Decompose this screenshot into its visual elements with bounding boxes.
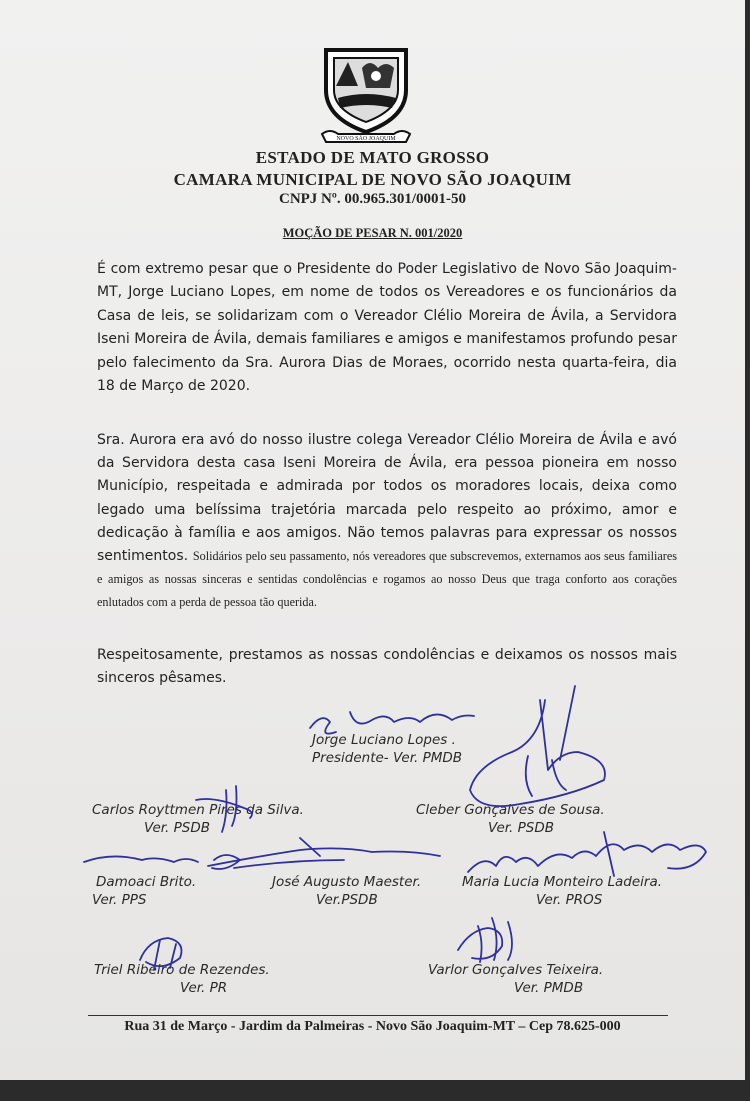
signatory-role: Ver. PSDB (144, 820, 211, 836)
footer-address: Rua 31 de Março - Jardim da Palmeiras - Novo São Joaquim-MT – Cep 78.625-000 (124, 1019, 621, 1034)
signatory-name: José Augusto Maester. (272, 874, 422, 890)
paragraph-2 (97, 429, 677, 615)
signatory-block (462, 873, 662, 909)
signatory-role: Presidente- Ver. PMDB (312, 750, 463, 766)
signatory-block (94, 961, 270, 997)
signatory-president (312, 731, 462, 767)
header-state: ESTADO DE MATO GROSSO (255, 148, 490, 167)
paragraph-3: Respeitosamente, prestamos as nossas condolências e deixamos os nossos mais sinceros pêsames. (97, 647, 677, 687)
signatory-block (428, 961, 603, 997)
signatory-role: Ver. PMDB (514, 980, 584, 996)
header-chamber: CAMARA MUNICIPAL DE NOVO SÃO JOAQUIM (173, 170, 572, 189)
paragraph-2-serif: Solidários pelo seu passamento, nós vereadores que subscrevemos, externamos aos seus familiares e amigos as nossas sinceras e sentidas condolências e rogamos ao nosso Deus que traga conforto aos corações enlutados com a perda de pessoa tão querida. (97, 549, 677, 610)
signatory-name: Triel Ribeiro de Rezendes. (94, 962, 270, 978)
signatory-role: Ver. PROS (536, 892, 603, 908)
signatory-role: Ver. PR (180, 980, 228, 996)
signatory-block (416, 801, 605, 837)
paragraph-2-main: Sra. Aurora era avó do nosso ilustre colega Vereador Clélio Moreira de Ávila e avó da Servidora desta casa Iseni Moreira de Ávila, era pessoa pioneira em nosso Município, respeitada e admirada por todos os moradores locais, deixa como legado uma belíssima trajetória marcada pelo respeito ao próximo, amor e dedicação à família e aos amigos. Não temos palavras para expressar os nossos sentimentos. (97, 432, 677, 565)
document-title: MOÇÃO DE PESAR N. 001/2020 (282, 226, 463, 240)
crest-ribbon-text: NOVO SÃO JOAQUIM (336, 136, 396, 142)
signatory-name: Damoaci Brito. (96, 874, 197, 890)
header-cnpj: CNPJ Nº. 00.965.301/0001-50 (278, 191, 467, 207)
signatory-role: Ver. PPS (92, 892, 147, 908)
paragraph-1: É com extremo pesar que o Presidente do Poder Legislativo de Novo São Joaquim-MT, Jorge Luciano Lopes, em nome de todos os Vereadores e os funcionários da Casa de leis, se solidarizam com o Vereador Clélio Moreira de Ávila, a Servidora Iseni Moreira de Ávila, demais familiares e amigos e manifestamos profundo pesar pelo falecimento da Sra. Aurora Dias de Moraes, ocorrido nesta quarta-feira, dia 18 de Março de 2020. (97, 261, 677, 395)
signatory-block (272, 873, 421, 909)
signatory-role: Ver. PSDB (488, 820, 555, 836)
signatory-block (92, 873, 196, 909)
signatory-block (92, 801, 304, 837)
signatory-name: Cleber Gonçalves de Sousa. (416, 802, 605, 818)
signatory-name: Jorge Luciano Lopes . (312, 732, 456, 748)
footer-divider (88, 1015, 668, 1016)
signatory-name: Varlor Gonçalves Teixeira. (428, 962, 604, 978)
signatory-name: Maria Lucia Monteiro Ladeira. (462, 874, 663, 890)
signatory-name: Carlos Royttmen Pires da Silva. (92, 802, 304, 818)
municipal-crest (318, 46, 414, 146)
signatory-role: Ver.PSDB (316, 892, 378, 908)
